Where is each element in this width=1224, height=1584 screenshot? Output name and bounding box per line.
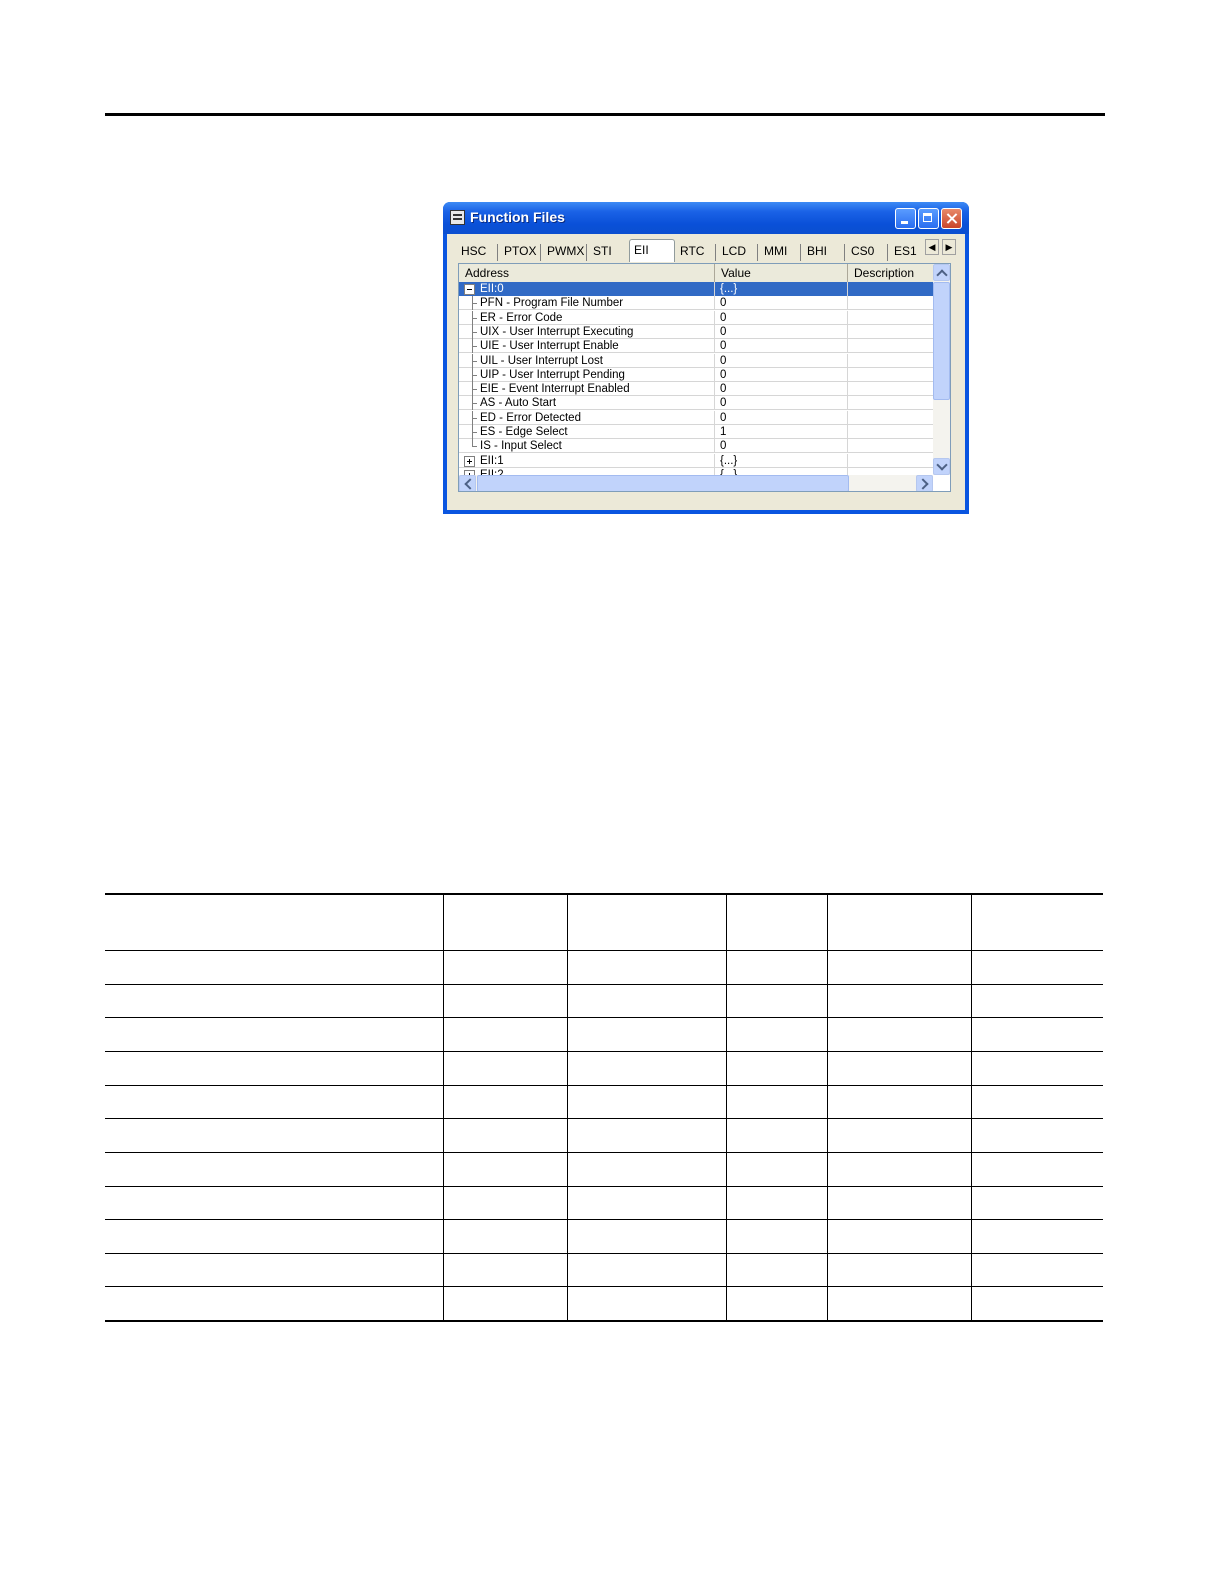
address-label: EII:1 [480,454,504,467]
description-cell[interactable] [848,439,933,453]
maximize-button[interactable] [918,208,939,229]
address-cell [459,282,715,296]
close-button[interactable] [941,208,962,229]
tree-connector [472,418,477,419]
table-row[interactable] [459,396,933,410]
tab-strip [455,242,935,262]
description-cell[interactable] [848,382,933,396]
page-top-rule [105,113,1105,116]
tab-scroll-left-button[interactable]: ◀ [925,239,939,255]
table-row-divider [105,1152,1103,1153]
tab-separator [800,244,801,261]
description-cell[interactable] [848,296,933,310]
table-row-divider [105,950,1103,951]
tree-connector [472,332,477,333]
table-row[interactable] [459,439,933,453]
tab-ptox[interactable]: PTOX [504,244,537,258]
address-cell [459,454,715,468]
tab-scroll-right-button[interactable]: ▶ [942,239,956,255]
value-cell[interactable]: 0 [715,325,848,339]
table-row-divider [105,1051,1103,1052]
table-row-divider [105,1186,1103,1187]
address-cell [459,396,715,410]
table-row-divider [105,1219,1103,1220]
address-cell [459,311,715,325]
tab-lcd[interactable]: LCD [722,244,747,258]
tree-connector [472,361,477,362]
tab-es1[interactable]: ES1 [894,244,917,258]
tree-connector [472,375,477,376]
column-header-value[interactable]: Value [715,264,848,282]
scroll-up-button[interactable] [933,264,950,281]
tree-connector [472,318,477,319]
address-label: UIE - User Interrupt Enable [480,340,619,353]
tab-rtc[interactable]: RTC [680,244,705,258]
address-label: AS - Auto Start [480,397,557,410]
address-cell [459,354,715,368]
address-label: UIP - User Interrupt Pending [480,368,625,381]
table-row-divider [105,1286,1103,1287]
tab-separator [586,244,587,261]
value-cell[interactable]: 0 [715,311,848,325]
table-row[interactable] [459,339,933,353]
table-column-divider [443,895,444,1320]
description-cell[interactable] [848,396,933,410]
table-row-selected[interactable] [459,282,933,296]
table-row[interactable] [459,311,933,325]
value-cell[interactable]: 0 [715,339,848,353]
address-label: ER - Error Code [480,311,563,324]
description-cell[interactable] [848,339,933,353]
address-label: PFN - Program File Number [480,297,624,310]
tab-eii[interactable]: EII [629,239,675,262]
column-header-address[interactable]: Address [459,264,715,282]
description-cell[interactable] [848,354,933,368]
value-cell[interactable]: 0 [715,411,848,425]
table-row[interactable] [459,354,933,368]
value-cell[interactable]: 1 [715,425,848,439]
window-title: Function Files [470,209,565,225]
table-top-rule [105,893,1103,895]
address-label: UIX - User Interrupt Executing [480,325,634,338]
tree-connector [472,389,477,390]
address-label: EIE - Event Interrupt Enabled [480,383,630,396]
horizontal-scroll-thumb[interactable] [477,475,849,492]
value-cell[interactable]: 0 [715,382,848,396]
tab-separator [715,244,716,261]
value-cell[interactable]: 0 [715,368,848,382]
minimize-button[interactable] [895,208,916,229]
window-client [447,234,965,510]
scroll-left-button[interactable] [459,475,476,492]
description-cell[interactable] [848,311,933,325]
data-grid [458,263,951,492]
description-cell[interactable] [848,325,933,339]
tab-separator [844,244,845,261]
table-row-divider [105,1118,1103,1119]
empty-table [105,893,1103,1322]
table-column-divider [567,895,568,1320]
tab-separator [497,244,498,261]
table-bottom-rule [105,1320,1103,1322]
tab-separator [757,244,758,261]
address-cell [459,411,715,425]
table-column-divider [971,895,972,1320]
tab-bhi[interactable]: BHI [807,244,828,258]
value-cell[interactable]: 0 [715,354,848,368]
tab-sti[interactable]: STI [593,244,612,258]
description-cell[interactable] [848,282,933,296]
address-cell [459,425,715,439]
table-row[interactable] [459,325,933,339]
tree-connector [472,403,477,404]
description-cell[interactable] [848,425,933,439]
table-row[interactable] [459,368,933,382]
table-row-divider [105,1017,1103,1018]
tree-connector [472,303,477,304]
table-row[interactable] [459,382,933,396]
function-files-window [443,202,969,514]
address-cell [459,325,715,339]
table-column-divider [827,895,828,1320]
value-cell[interactable]: 0 [715,296,848,310]
table-row[interactable] [459,454,933,468]
value-cell[interactable]: {...} [715,282,848,296]
table-row[interactable] [459,411,933,425]
value-cell[interactable]: {...} [715,454,848,468]
table-column-divider [726,895,727,1320]
value-cell[interactable]: 0 [715,439,848,453]
horizontal-scrollbar[interactable] [459,475,933,492]
address-label: ED - Error Detected [480,411,581,424]
tab-mmi[interactable]: MMI [764,244,788,258]
scroll-down-button[interactable] [933,458,950,475]
address-cell [459,382,715,396]
address-cell [459,368,715,382]
description-cell[interactable] [848,411,933,425]
table-row-divider [105,1085,1103,1086]
tree-connector [472,432,477,433]
tab-separator [887,244,888,261]
vertical-scrollbar[interactable] [933,264,950,475]
tab-hsc[interactable]: HSC [461,244,487,258]
vertical-scroll-thumb[interactable] [933,282,950,400]
tree-connector [472,346,477,347]
value-cell[interactable]: 0 [715,396,848,410]
tab-separator [540,244,541,261]
title-bar[interactable] [443,202,969,234]
tree-connector [472,446,477,447]
collapse-icon[interactable] [464,284,475,295]
address-label: EII:0 [480,283,504,295]
address-label: UIL - User Interrupt Lost [480,354,603,367]
address-label: ES - Edge Select [480,426,568,438]
tab-cs0[interactable]: CS0 [851,244,875,258]
grid-header [459,264,933,283]
address-cell [459,296,715,310]
expand-icon[interactable] [464,456,475,467]
table-row[interactable] [459,425,933,439]
column-header-description[interactable]: Description [854,266,915,280]
description-cell[interactable] [848,454,933,468]
table-row[interactable] [459,296,933,310]
table-row-divider [105,984,1103,985]
address-label: IS - Input Select [480,440,562,453]
scroll-right-button[interactable] [916,475,933,492]
app-icon [450,210,465,225]
address-cell [459,339,715,353]
tab-pwmx[interactable]: PWMX [547,244,585,258]
table-row-divider [105,1253,1103,1254]
address-cell [459,439,715,453]
description-cell[interactable] [848,368,933,382]
